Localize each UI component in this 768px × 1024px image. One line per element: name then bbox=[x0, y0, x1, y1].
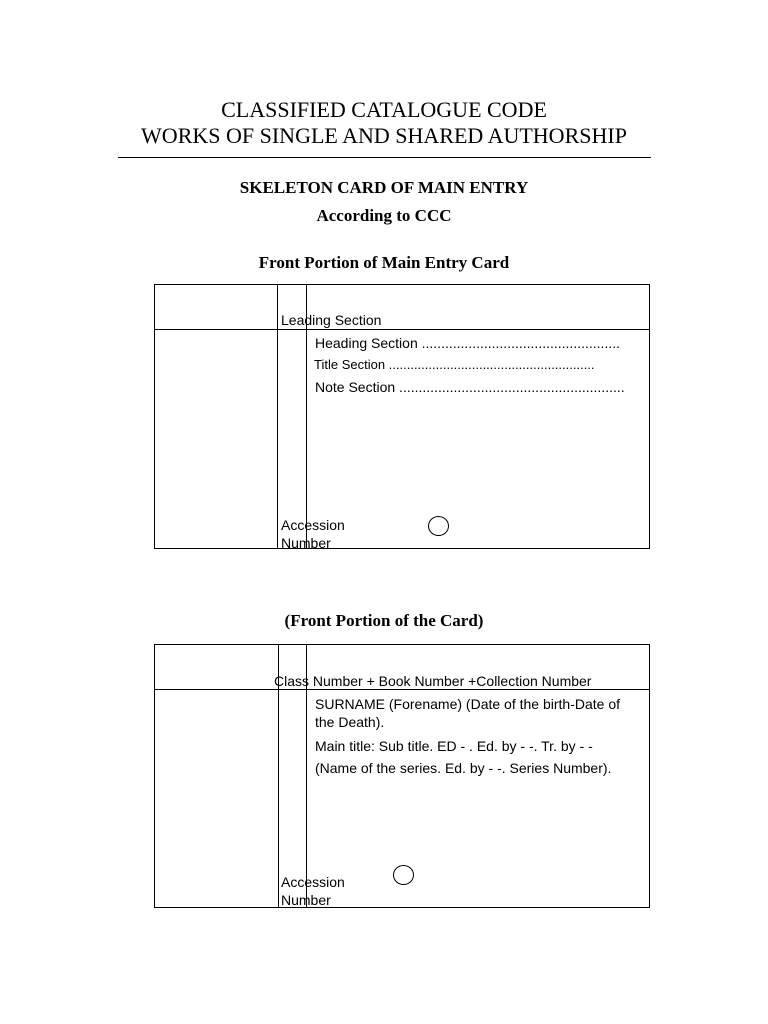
card2-caption: (Front Portion of the Card) bbox=[284, 611, 484, 630]
card2-left-border bbox=[154, 644, 155, 908]
card2-accession-label: Accession bbox=[281, 874, 345, 890]
card1-heading-section: Heading Section ................................................... bbox=[315, 335, 620, 351]
card1-note-section: Note Section .......................................................... bbox=[315, 379, 625, 395]
card1-accession-label: Accession bbox=[281, 517, 345, 533]
card1-accession-number-label: Number bbox=[281, 535, 331, 551]
card2-right-border bbox=[649, 644, 650, 908]
card2-accession-number-label: Number bbox=[281, 892, 331, 908]
card1-leading-section: Leading Section bbox=[281, 312, 382, 328]
card1-caption: Front Portion of Main Entry Card bbox=[258, 253, 510, 272]
skeleton-heading: SKELETON CARD OF MAIN ENTRY bbox=[239, 178, 529, 197]
card2-title-line: Main title: Sub title. ED - . Ed. by - -. Tr. by - - bbox=[315, 738, 593, 754]
document-title-line-1: CLASSIFIED CATALOGUE CODE bbox=[221, 97, 547, 122]
card2-heading-line1: SURNAME (Forename) (Date of the birth-Date of bbox=[315, 696, 620, 712]
card2-bottom-border bbox=[154, 907, 650, 908]
skeleton-subheading: According to CCC bbox=[316, 206, 452, 225]
card2-top-border bbox=[154, 644, 650, 645]
card2-leading-section: Class Number + Book Number +Collection Number bbox=[274, 673, 592, 689]
card2-heading-line2: the Death). bbox=[315, 714, 385, 730]
card1-title-section: Title Section ......................................................... bbox=[314, 357, 595, 372]
document-title-line-2: WORKS OF SINGLE AND SHARED AUTHORSHIP bbox=[141, 123, 627, 148]
card2-circle-icon bbox=[393, 865, 414, 885]
card2-series-line: (Name of the series. Ed. by - -. Series Number). bbox=[315, 760, 612, 776]
